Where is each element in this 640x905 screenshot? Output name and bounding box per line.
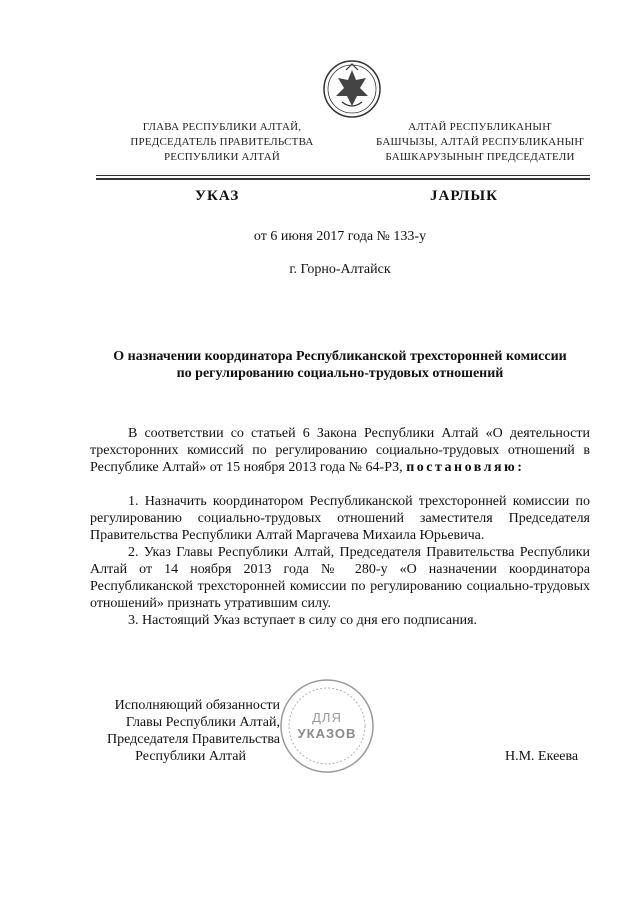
emblem (320, 58, 384, 120)
header-right-line: БАШЧЫЗЫ, АЛТАЙ РЕСПУБЛИКАНЫҤ (376, 136, 584, 148)
item-2: 2. Указ Главы Республики Алтай, Председателя Правительства Республики Алтай от 14 ноября 2013 года № 280-у «О назначении координатора Республиканской трехсторонней комиссии по регулированию социально-трудовых отношений» признать утратившим силу. (90, 545, 590, 611)
decree-city: г. Горно-Алтайск (289, 262, 391, 277)
stamp-seal-icon (277, 676, 377, 776)
preamble-text: В соответствии со статьей 6 Закона Республики Алтай «О деятельности трехсторонних комиссий по регулированию социально-трудовых отношений в Республике Алтай» от 15 ноября 2013 года № 64-РЗ, (90, 426, 590, 475)
signature-position (70, 697, 280, 765)
header-left-line: ГЛАВА РЕСПУБЛИКИ АЛТАЙ, (142, 121, 302, 133)
decree-body (90, 425, 590, 629)
coat-of-arms-icon (320, 58, 384, 120)
decree-heading-line: О назначении координатора Республиканской трехсторонней комиссии (113, 349, 567, 364)
decree-heading (90, 348, 590, 382)
title-ukaz: УКАЗ (195, 188, 240, 204)
header-left-line: РЕСПУБЛИКИ АЛТАЙ (163, 151, 281, 163)
decree-heading-line: по регулированию социально-трудовых отношений (176, 366, 504, 381)
header-right-line: БАШКАРУЗЫНЫҤ ПРЕДСЕДАТЕЛИ (385, 151, 575, 163)
preamble-paragraph (90, 425, 590, 476)
decree-date-number: от 6 июня 2017 года № 133-у (253, 229, 427, 244)
stamp-text-1: ДЛЯ (312, 710, 342, 725)
item-1: 1. Назначить координатором Республиканской трехсторонней комиссии по регулированию социально-трудовых отношений заместителя Председателя Правительства Республики Алтай Маргачева Михаила Юрьевича. (90, 494, 590, 543)
signature-position-line: Председателя Правительства (106, 732, 280, 747)
header-divider-top (96, 175, 590, 176)
stamp-text-2: УКАЗОВ (297, 726, 357, 741)
signature-position-line: Главы Республики Алтай, (125, 715, 280, 730)
title-jarlyk: JАРЛЫК (430, 188, 499, 204)
preamble-resolution: постановляю: (406, 460, 525, 475)
item-3: 3. Настоящий Указ вступает в силу со дня его подписания. (128, 613, 478, 628)
header-divider-bottom (96, 178, 590, 180)
header-left-line: ПРЕДСЕДАТЕЛЬ ПРАВИТЕЛЬСТВА (130, 136, 314, 148)
header-left (102, 120, 342, 165)
header-right (355, 120, 605, 165)
signature-position-line: Исполняющий обязанности (114, 698, 280, 713)
official-stamp (277, 676, 377, 776)
signature-position-line: Республики Алтай (135, 749, 246, 764)
header-right-line: АЛТАЙ РЕСПУБЛИКАНЫҤ (408, 121, 552, 133)
signatory-name: Н.М. Екеева (505, 749, 579, 764)
